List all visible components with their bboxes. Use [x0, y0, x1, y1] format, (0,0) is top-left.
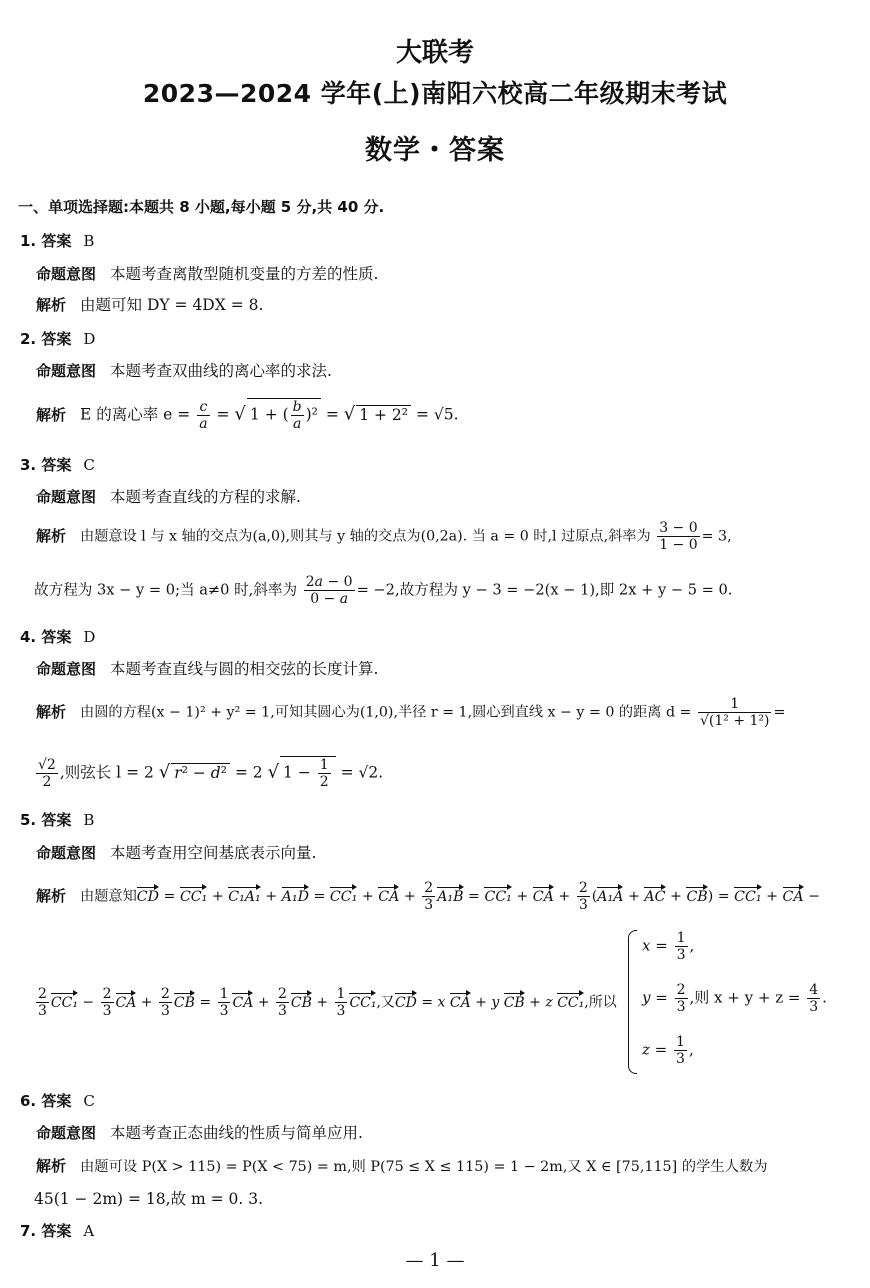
q1-intent: 命题意图 本题考查离散型随机变量的方差的性质. — [36, 265, 379, 283]
q2-answer: 2. 答案 D — [20, 330, 96, 348]
exam-title: 2023—2024 学年(上)南阳六校高二年级期末考试 — [142, 79, 728, 108]
q3-answer: 3. 答案 C — [20, 456, 95, 474]
q7-answer: 7. 答案 A — [20, 1222, 95, 1240]
q2-analysis: 解析 E 的离心率 e = $\frac{c}{a}$ = √ 1 + ( $\frac{b}{a}$ )² = √ 1 + 2² = √5. — [36, 399, 459, 433]
q5-analysis-1: 解析 由题意知CD = CC₁ + C₁A₁ + A₁D = CC₁ + CA + $\frac{2}{3}$ A₁B = CC₁ + CA + $\frac{2}{3}$ (A₁A + AC + CB) = CC₁ + CA − — [36, 880, 821, 914]
page-number: — 1 — — [405, 1250, 465, 1271]
q6-analysis-1: 解析 由题可设 P(X > 115) = P(X < 75) = m,则 P(75 ≤ X ≤ 115) = 1 − 2m,又 X ∈ [75,115] 的学生人数为 — [36, 1157, 768, 1175]
q5-equation-system — [628, 930, 827, 1072]
q5-analysis-2: $\frac{2}{3}$ CC₁ − $\frac{2}{3}$ CA + $\frac{2}{3}$ CB = $\frac{1}{3}$ CA + $\frac{2}{3}$ CB + $\frac{1}{3}$ CC₁,又CD = x CA + y CB + z CC₁,所以 — [38, 986, 617, 1020]
brand-title: 大联考 — [395, 38, 474, 68]
q5-answer: 5. 答案 B — [20, 811, 95, 829]
q3-analysis-1: 解析 由题意设 l 与 x 轴的交点为(a,0),则其与 y 轴的交点为(0,2a). 当 a = 0 时,l 过原点,斜率为 $\frac{3 - 0}{1 - 0}$ = 3, — [36, 520, 732, 554]
q3-analysis-2: 故方程为 3x − y = 0;当 a≠0 时,斜率为 $\frac{2a - 0}{0 - a}$ = −2,故方程为 y − 3 = −2(x − 1),即 2x + y − 5 = 0. — [34, 574, 733, 608]
q2-intent: 命题意图 本题考查双曲线的离心率的求法. — [36, 362, 332, 380]
q3-intent: 命题意图 本题考查直线的方程的求解. — [36, 488, 301, 506]
q6-answer: 6. 答案 C — [20, 1092, 95, 1110]
q4-intent: 命题意图 本题考查直线与圆的相交弦的长度计算. — [36, 660, 379, 678]
q6-intent: 命题意图 本题考查正态曲线的性质与简单应用. — [36, 1124, 363, 1142]
q1-answer: 1. 答案 B — [20, 232, 95, 250]
left-brace — [628, 930, 637, 1074]
q5-intent: 命题意图 本题考查用空间基底表示向量. — [36, 844, 317, 862]
q4-analysis-1: 解析 由圆的方程(x − 1)² + y² = 1,可知其圆心为(1,0),半径 r = 1,圆心到直线 x − y = 0 的距离 d = $\frac{1}{\text{√(1² + 1²)}}$ = — [36, 696, 786, 730]
sys-row-z: z = $\frac{1}{3}$ , — [642, 1034, 694, 1068]
sys-row-x: x = $\frac{1}{3}$ , — [642, 930, 695, 964]
q4-answer: 4. 答案 D — [20, 628, 96, 646]
q4-analysis-2: $\frac{√2}{2}$ ,则弦长 l = 2 √ r² − d² = 2 √ 1 − $\frac{1}{2}$ = √2. — [38, 757, 384, 791]
q1-analysis: 解析 由题可知 DY = 4DX = 8. — [36, 296, 264, 314]
q6-analysis-2: 45(1 − 2m) = 18,故 m = 0. 3. — [34, 1190, 264, 1208]
sys-row-y: y = $\frac{2}{3}$ ,则 x + y + z = $\frac{4}{3}$ . — [642, 982, 827, 1016]
subject-title: 数学・答案 — [365, 135, 505, 166]
section-heading: 一、单项选择题:本题共 8 小题,每小题 5 分,共 40 分. — [18, 198, 385, 216]
